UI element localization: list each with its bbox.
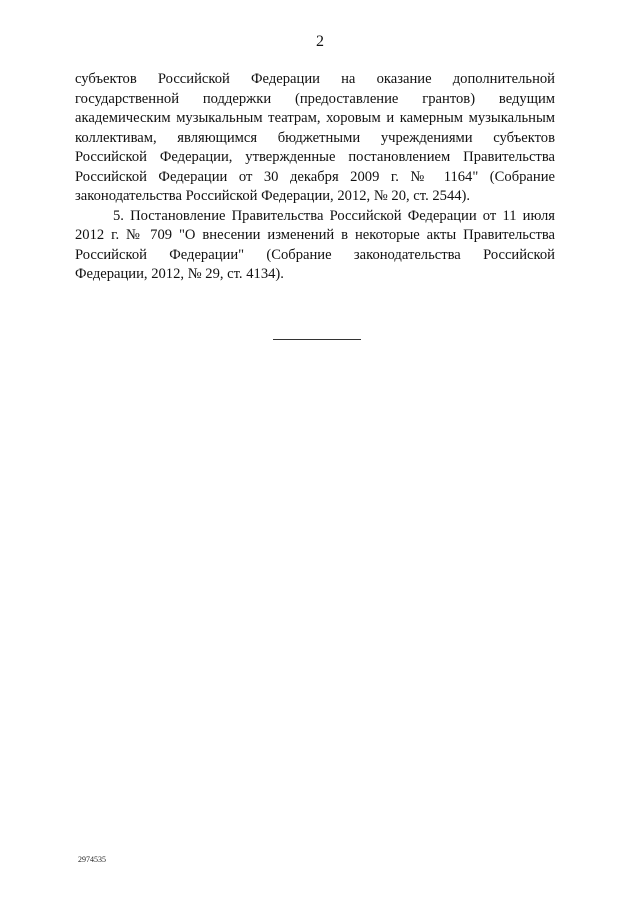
text-line: 5. Постановление Правительства Российской Федерации от 11 июля [113, 207, 555, 224]
text-line: Российской Федерации, утвержденные постановлением Правительства [75, 149, 555, 165]
text-line: Российской Федерации" (Собрание законодательства Российской [75, 246, 555, 263]
document-body [75, 70, 555, 285]
page-number: 2 [316, 33, 324, 50]
document-code: 2974535 [78, 855, 106, 864]
text-line: 2012 г. № 709 "О внесении изменений в некоторые акты Правительства [75, 227, 555, 243]
text-line: академическим музыкальным театрам, хоровым и камерным музыкальным [75, 110, 555, 126]
text-line: Российской Федерации от 30 декабря 2009 г. № 1164" (Собрание [75, 168, 555, 185]
text-line: законодательства Российской Федерации, 2012, № 20, ст. 2544). [75, 188, 471, 204]
text-line: субъектов Российской Федерации на оказание дополнительной [75, 71, 555, 87]
end-separator-line [273, 339, 361, 340]
text-line: Федерации, 2012, № 29, ст. 4134). [75, 266, 284, 282]
text-line: государственной поддержки (предоставление грантов) ведущим [75, 90, 555, 107]
text-line: коллективам, являющимся бюджетными учреждениями субъектов [75, 129, 555, 146]
